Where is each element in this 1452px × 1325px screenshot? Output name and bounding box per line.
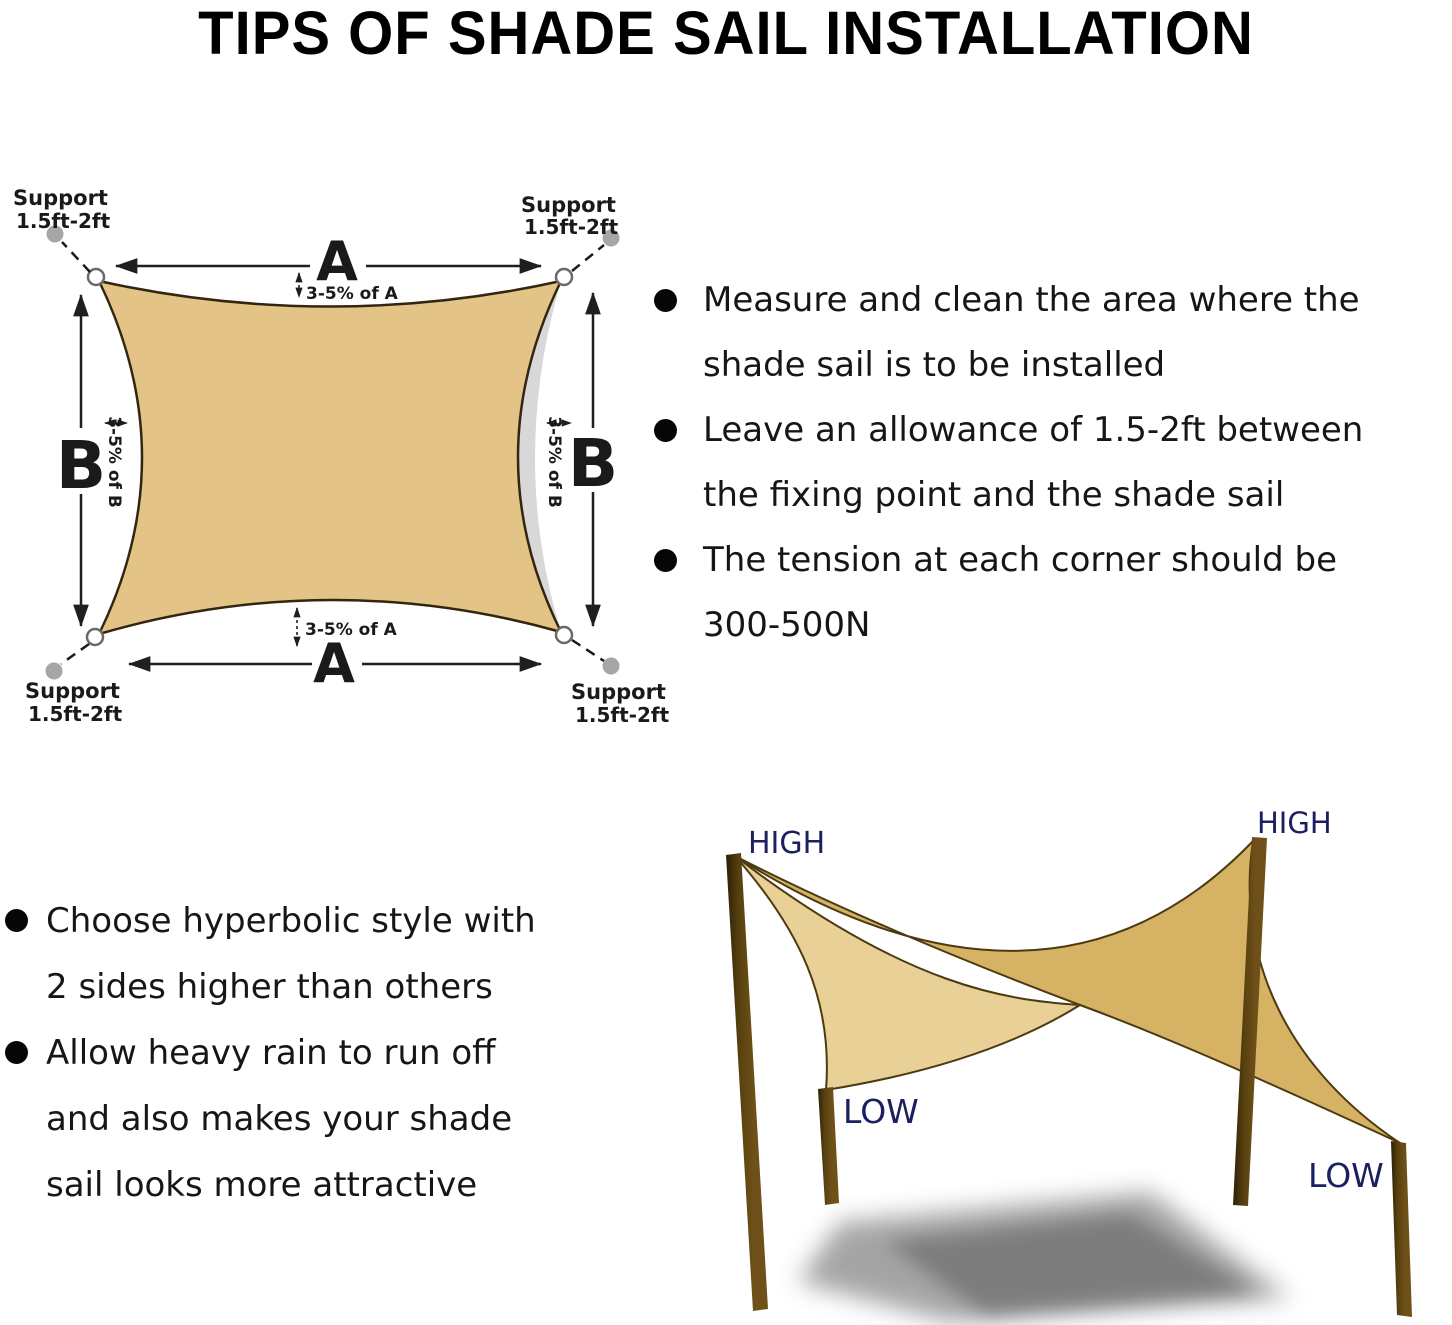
tip-text: 300-500N bbox=[703, 605, 871, 645]
tip-text: Leave an allowance of 1.5-2ft between bbox=[703, 410, 1364, 450]
tip-text: and also makes your shade bbox=[46, 1099, 513, 1139]
svg-text:1.5ft-2ft: 1.5ft-2ft bbox=[28, 702, 123, 726]
tip-text: Measure and clean the area where the bbox=[703, 280, 1360, 320]
dim-label-b-left: B bbox=[55, 427, 107, 504]
support-label-bottom-right bbox=[571, 680, 670, 727]
support-label-top-right bbox=[521, 193, 619, 239]
svg-text:Support: Support bbox=[25, 679, 120, 703]
bullet-icon bbox=[654, 289, 677, 312]
bullet-icon bbox=[5, 1041, 28, 1064]
tip-text: Allow heavy rain to run off bbox=[46, 1033, 496, 1073]
grommet-ring-bottom-right bbox=[556, 627, 572, 643]
offset-label-b-left: 3-5% of B bbox=[104, 416, 124, 508]
offset-label-a-top: 3-5% of A bbox=[306, 284, 398, 304]
tip-text: Choose hyperbolic style with bbox=[46, 901, 536, 941]
svg-text:Support: Support bbox=[571, 680, 666, 704]
post-low-left bbox=[818, 1087, 839, 1205]
tip-text: 2 sides higher than others bbox=[46, 967, 493, 1007]
offset-label-a-bottom: 3-5% of A bbox=[305, 620, 397, 640]
grommet-ring-top-right bbox=[556, 269, 572, 285]
post-high-left bbox=[726, 853, 768, 1311]
list-item bbox=[654, 398, 1363, 528]
support-label-bottom-left bbox=[25, 679, 123, 726]
tip-text: sail looks more attractive bbox=[46, 1165, 478, 1205]
list-item bbox=[654, 268, 1363, 398]
dim-label-a-bottom: A bbox=[313, 632, 355, 695]
list-item bbox=[5, 1020, 536, 1218]
list-item bbox=[5, 888, 536, 1020]
svg-text:Support: Support bbox=[521, 193, 616, 217]
dim-label-b-right: B bbox=[567, 425, 619, 502]
offset-label-b-right: 3-5% of B bbox=[544, 416, 564, 508]
support-dot-bottom-left bbox=[46, 663, 63, 680]
svg-text:1.5ft-2ft: 1.5ft-2ft bbox=[16, 209, 111, 233]
style-tips-list bbox=[5, 888, 536, 1218]
label-low-left: LOW bbox=[843, 1092, 919, 1131]
tip-text: The tension at each corner should be bbox=[703, 540, 1338, 580]
post-low-right bbox=[1391, 1141, 1412, 1317]
label-high-left: HIGH bbox=[748, 826, 826, 861]
grommet-ring-bottom-left bbox=[87, 629, 103, 645]
bullet-icon bbox=[654, 549, 677, 572]
sail-plan-shape bbox=[99, 281, 561, 634]
dim-label-a-top: A bbox=[316, 230, 358, 293]
list-item bbox=[654, 528, 1363, 658]
tip-text: shade sail is to be installed bbox=[703, 345, 1166, 385]
bullet-icon bbox=[5, 909, 28, 932]
label-low-right: LOW bbox=[1308, 1156, 1384, 1195]
page-title: TIPS OF SHADE SAIL INSTALLATION bbox=[198, 0, 1254, 68]
installation-tips-list bbox=[654, 268, 1363, 658]
tip-text: the fixing point and the shade sail bbox=[703, 475, 1285, 515]
support-dot-bottom-right bbox=[603, 658, 620, 675]
hyperbolic-sail-illustration bbox=[700, 790, 1452, 1325]
bullet-icon bbox=[654, 419, 677, 442]
svg-text:1.5ft-2ft: 1.5ft-2ft bbox=[524, 215, 619, 239]
label-high-right: HIGH bbox=[1257, 806, 1332, 840]
svg-text:1.5ft-2ft: 1.5ft-2ft bbox=[575, 703, 670, 727]
shade-sail-dimension-diagram bbox=[0, 0, 680, 745]
svg-text:Support: Support bbox=[13, 186, 108, 210]
support-label-top-left bbox=[13, 186, 111, 233]
